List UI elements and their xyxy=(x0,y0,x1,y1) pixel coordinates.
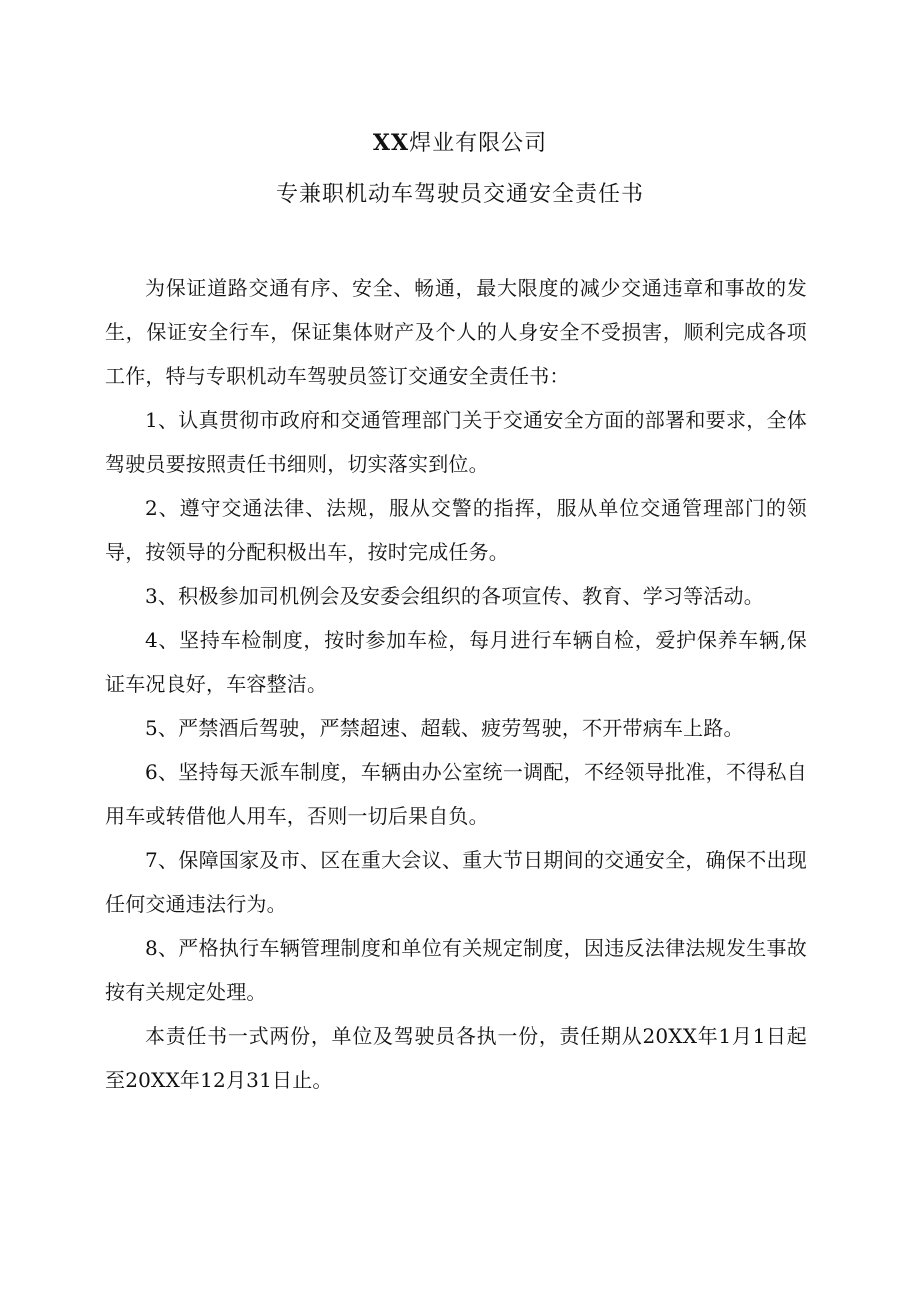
document-body xyxy=(105,266,807,1102)
term-paragraph: 本责任书一式两份，单位及驾驶员各执一份，责任期从20XX年1月1日起至20XX年12月31日止。 xyxy=(105,1024,807,1092)
company-title xyxy=(0,128,920,159)
clause-6: 6、坚持每天派车制度，车辆由办公室统一调配，不经领导批准，不得私自用车或转借他人用车，否则一切后果自负。 xyxy=(105,760,807,828)
clause-2: 2、遵守交通法律、法规，服从交警的指挥，服从单位交通管理部门的领导，按领导的分配积极出车，按时完成任务。 xyxy=(105,496,807,564)
clause-5: 5、严禁酒后驾驶，严禁超速、超载、疲劳驾驶，不开带病车上路。 xyxy=(145,716,744,740)
document-title: 专兼职机动车驾驶员交通安全责任书 xyxy=(275,182,644,207)
company-prefix: XX xyxy=(372,130,410,156)
clause-4: 4、坚持车检制度，按时参加车检，每月进行车辆自检，爱护保养车辆,保证车况良好，车容整洁。 xyxy=(105,628,807,696)
clause-8: 8、严格执行车辆管理制度和单位有关规定制度，因违反法律法规发生事故按有关规定处理。 xyxy=(105,936,807,1004)
company-name: 焊业有限公司 xyxy=(409,131,548,156)
clause-3: 3、积极参加司机例会及安委会组织的各项宣传、教育、学习等活动。 xyxy=(145,584,764,608)
clause-1: 1、认真贯彻市政府和交通管理部门关于交通安全方面的部署和要求，全体驾驶员要按照责任书细则，切实落实到位。 xyxy=(105,408,807,476)
intro-paragraph: 为保证道路交通有序、安全、畅通，最大限度的减少交通违章和事故的发生，保证安全行车，保证集体财产及个人的人身安全不受损害，顺利完成各项工作，特与专职机动车驾驶员签订交通安全责任书： xyxy=(105,276,807,388)
clause-7: 7、保障国家及市、区在重大会议、重大节日期间的交通安全，确保不出现任何交通违法行为。 xyxy=(105,848,807,916)
